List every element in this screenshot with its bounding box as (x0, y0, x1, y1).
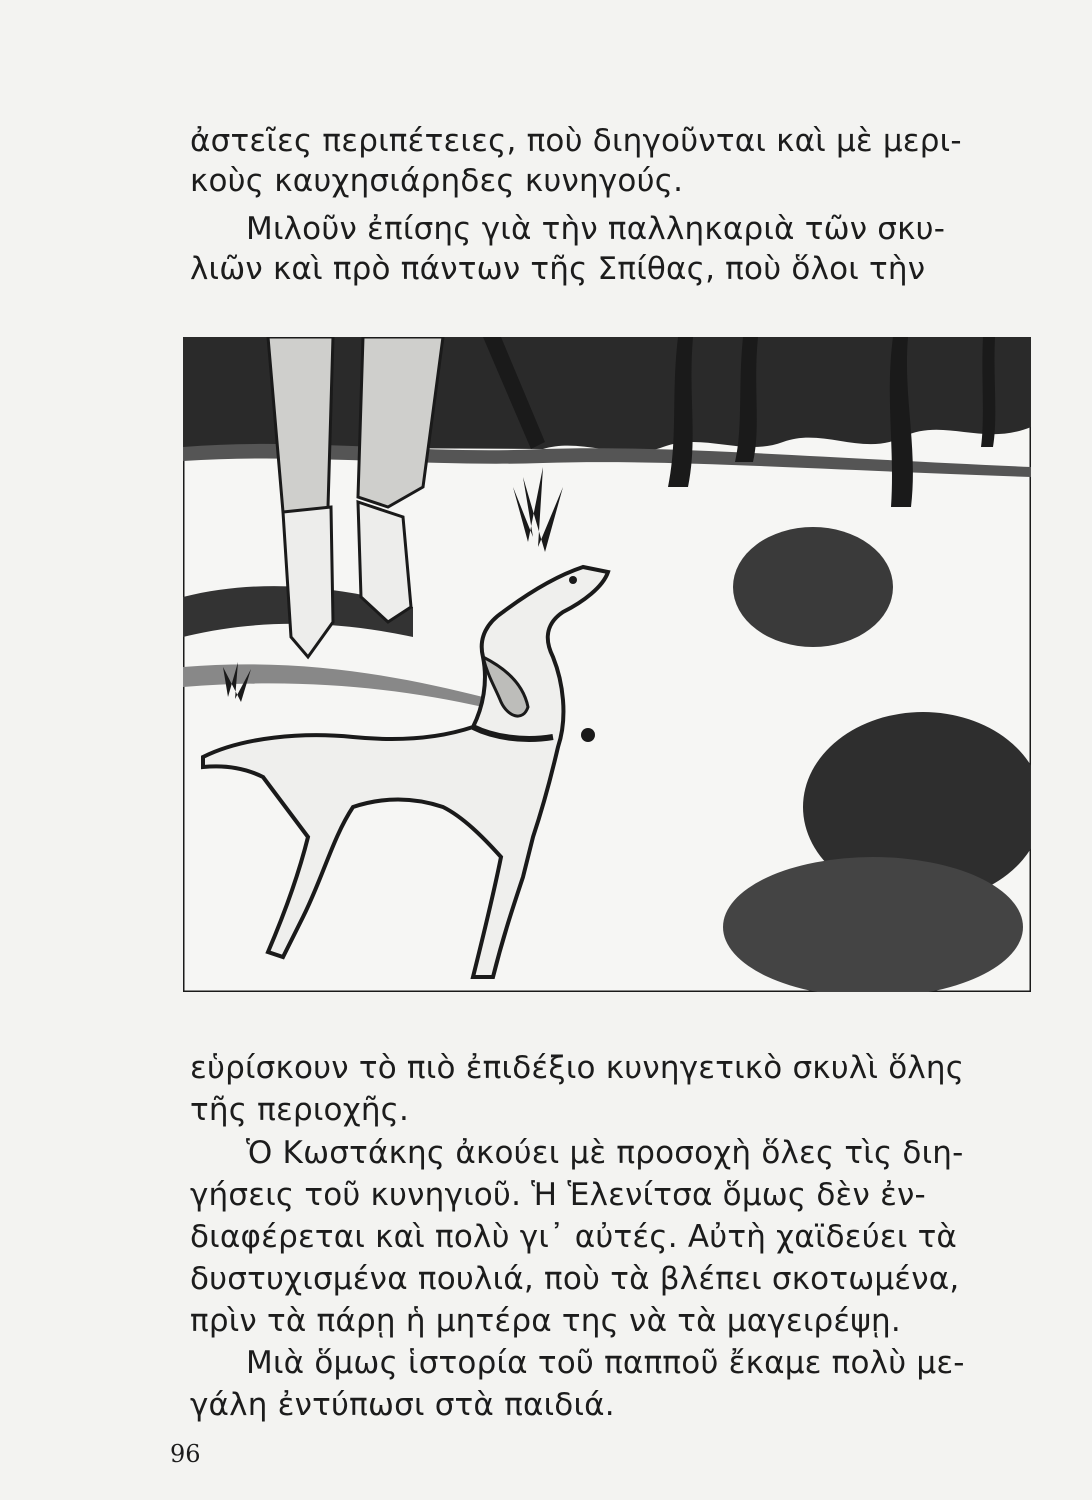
text-line: Ὁ Κωστάκης ἀκούει μὲ προσοχὴ ὅλες τὶς διη- (246, 1135, 964, 1171)
text-line: ἀστεῖες περιπέτειες, ποὺ διηγοῦνται καὶ μὲ μερι- (190, 123, 962, 159)
text-line: Μιλοῦν ἐπίσης γιὰ τὴν παλληκαριὰ τῶν σκυ- (246, 211, 946, 247)
text-line: εὑρίσκουν τὸ πιὸ ἐπιδέξιο κυνηγετικὸ σκυλὶ ὅλης (190, 1050, 965, 1086)
text-line: διαφέρεται καὶ πολὺ γι᾿ αὐτές. Αὐτὴ χαϊδεύει τὰ (190, 1219, 958, 1255)
hunting-dog-illustration-icon (183, 337, 1031, 992)
text-line: τῆς περιοχῆς. (190, 1092, 410, 1128)
text-line: λιῶν καὶ πρὸ πάντων τῆς Σπίθας, ποὺ ὅλοι τὴν (190, 251, 926, 287)
text-line: γάλη ἐντύπωσι στὰ παιδιά. (190, 1387, 615, 1423)
text-line: πρὶν τὰ πάρῃ ἡ μητέρα της νὰ τὰ μαγειρέψῃ. (190, 1303, 901, 1339)
text-line: γήσεις τοῦ κυνηγιοῦ. Ἡ Ἑλενίτσα ὅμως δὲν ἐν- (190, 1177, 926, 1213)
text-line: δυστυχισμένα πουλιά, ποὺ τὰ βλέπει σκοτωμένα, (190, 1261, 960, 1297)
page-number: 96 (170, 1440, 201, 1468)
text-line: κοὺς καυχησιάρηδες κυνηγούς. (190, 163, 684, 199)
text-line: Μιὰ ὅμως ἱστορία τοῦ παπποῦ ἔκαμε πολὺ με- (246, 1345, 965, 1381)
